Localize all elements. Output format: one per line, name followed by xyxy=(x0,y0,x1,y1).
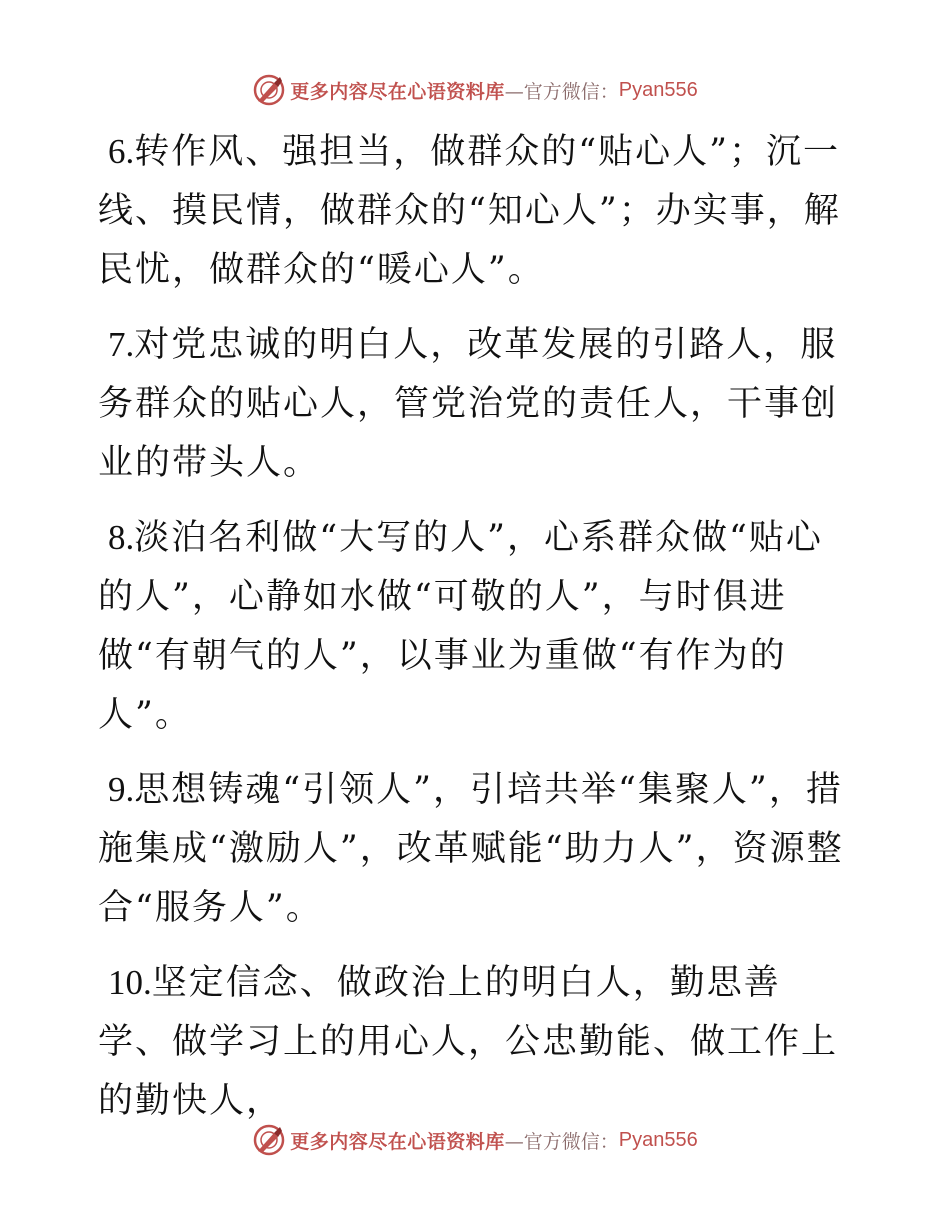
paragraph-text: 转作风、强担当，做群众的“贴心人”；沉一线、摸民情，做群众的“知心人”；办实事，解民忧，做群众的“暖心人”。 xyxy=(98,132,841,290)
paragraph-text: 思想铸魂“引领人”，引培共举“集聚人”，措施集成“激励人”，改革赋能“助力人”，资源整合“服务人”。 xyxy=(98,770,844,928)
banner-title: 更多内容尽在心语资料库 xyxy=(290,1130,505,1153)
paragraph-text: 坚定信念、做政治上的明白人，勤思善学、做学习上的用心人，公忠勤能、做工作上的勤快人， xyxy=(98,963,839,1121)
banner-wechat-id: Pyan556 xyxy=(618,1128,698,1151)
pen-logo-icon xyxy=(252,1123,286,1157)
pen-logo-icon xyxy=(252,73,286,107)
footer-banner xyxy=(0,1120,950,1160)
banner-wechat-label: —官方微信： xyxy=(504,80,619,103)
banner-wechat-id: Pyan556 xyxy=(618,78,698,101)
banner-wechat-label: —官方微信： xyxy=(504,1130,619,1153)
paragraph-6 xyxy=(98,122,850,300)
paragraph-10 xyxy=(98,953,850,1131)
paragraph-text: 对党忠诚的明白人，改革发展的引路人，服务群众的贴心人，管党治党的责任人，干事创业的带头人。 xyxy=(98,325,839,483)
document-body xyxy=(98,122,850,1146)
paragraph-8 xyxy=(98,508,850,745)
paragraph-text: 淡泊名利做“大写的人”，心系群众做“贴心的人”，心静如水做“可敬的人”，与时俱进做“有朝气的人”，以事业为重做“有作为的人”。 xyxy=(98,518,823,735)
paragraph-number: 10. xyxy=(108,963,152,1002)
banner-title: 更多内容尽在心语资料库 xyxy=(290,80,505,103)
header-banner xyxy=(0,70,950,110)
paragraph-7 xyxy=(98,315,850,493)
paragraph-9 xyxy=(98,760,850,938)
paragraph-number: 7. xyxy=(108,325,135,364)
paragraph-number: 8. xyxy=(108,518,135,557)
paragraph-number: 6. xyxy=(108,132,135,171)
paragraph-number: 9. xyxy=(108,770,135,809)
